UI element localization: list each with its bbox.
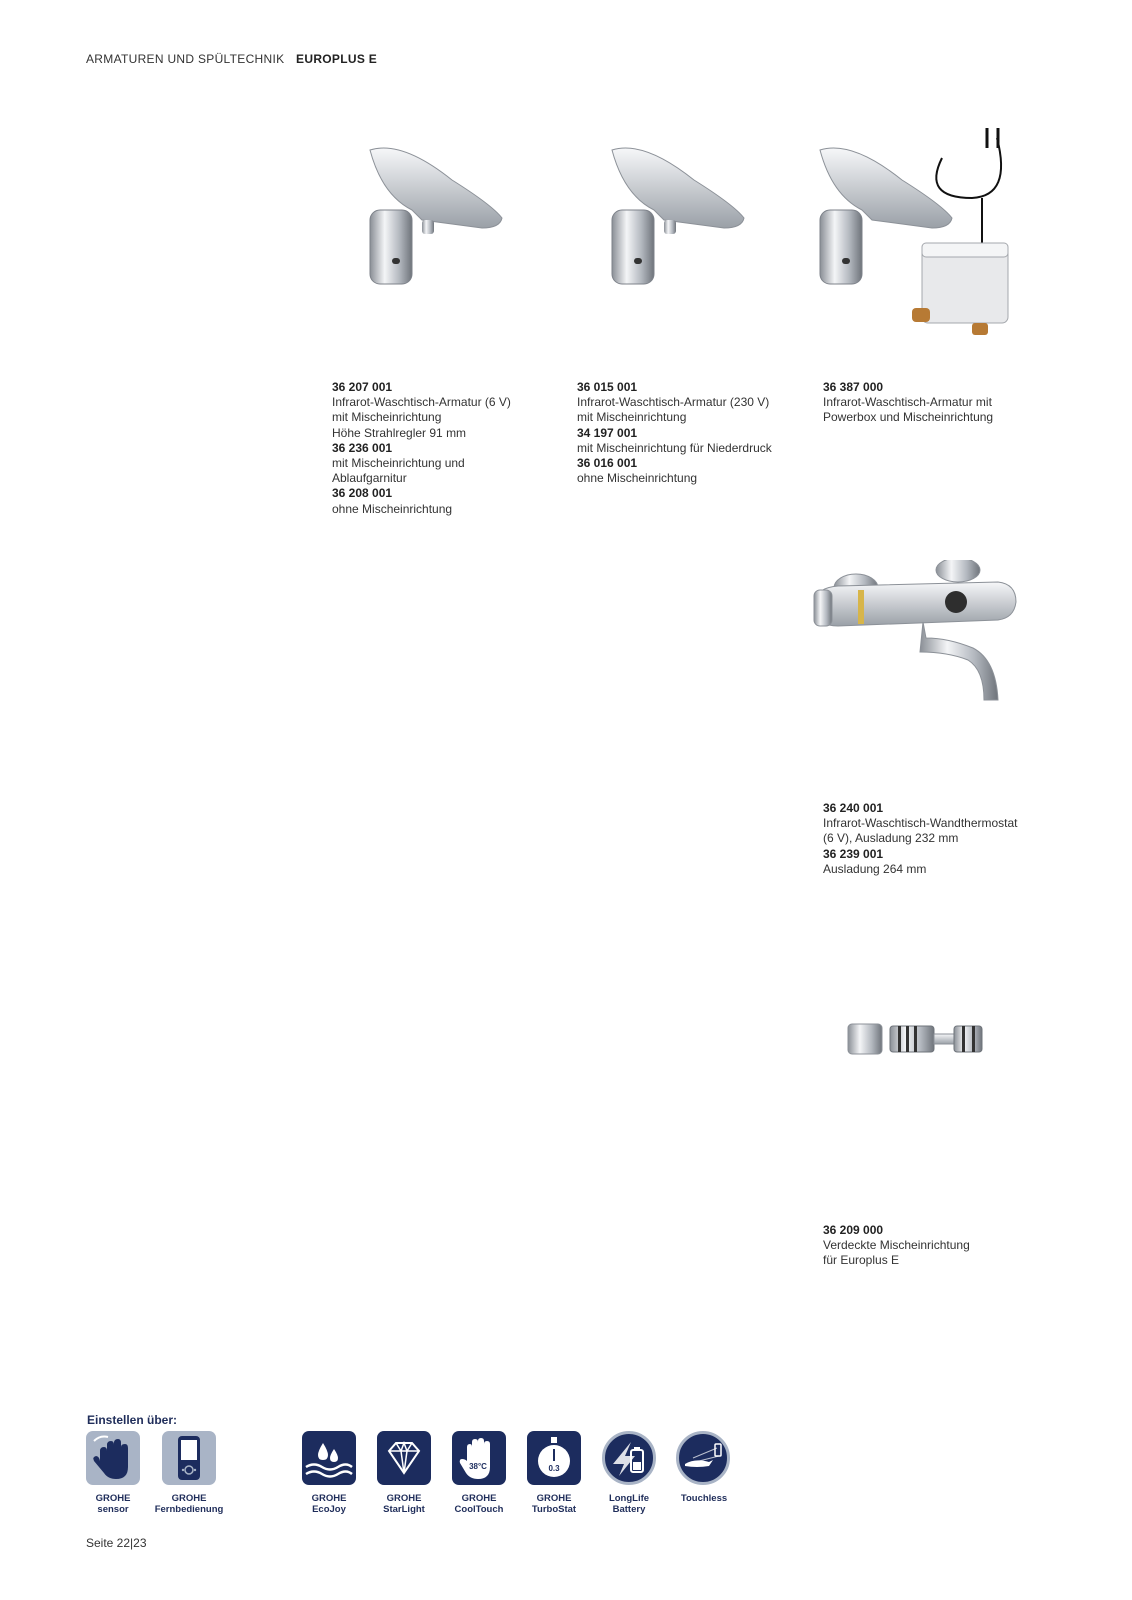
product-code: 36 239 001 [823, 846, 884, 861]
product-image-mixing-unit [846, 1020, 986, 1060]
product-image-faucet-230v [604, 140, 764, 300]
product-code: 36 240 001 [823, 801, 884, 815]
product-description: ohne Mischeinrichtung [577, 471, 698, 486]
product-image-wall-thermostat [808, 560, 1028, 710]
product-code: 36 015 001 [577, 380, 638, 394]
product-description: Infrarot-Waschtisch-Armatur mit Powerbox und Mischeinrichtung [823, 395, 994, 425]
product-block-5 [823, 1223, 1063, 1269]
settings-label-sensor: GROHE sensor [95, 1493, 131, 1515]
feature-label-starlight: GROHE StarLight [383, 1493, 425, 1515]
product-description: mit Mischeinrichtung und Ablaufgarnitur [332, 456, 465, 486]
feature-label-cooltouch: GROHE CoolTouch [454, 1493, 504, 1515]
product-image-faucet-powerbox [812, 118, 1032, 348]
stopwatch-icon [527, 1431, 581, 1485]
product-image-faucet-6v [362, 140, 522, 300]
product-code: 36 387 000 [823, 380, 884, 394]
product-code: 36 207 001 [332, 380, 393, 394]
feature-label-ecojoy: GROHE EcoJoy [311, 1493, 347, 1515]
diamond-icon [377, 1431, 431, 1485]
product-description: Infrarot-Waschtisch-Armatur (230 V) mit Mischeinrichtung [577, 395, 770, 425]
hand-temperature-icon [452, 1431, 506, 1485]
feature-label-touchless: Touchless [680, 1493, 728, 1504]
product-block-3 [823, 380, 1063, 426]
hand-sensor-icon [86, 1431, 140, 1485]
water-drops-icon [302, 1431, 356, 1485]
settings-label-remote: GROHE Fernbedienung [154, 1493, 224, 1515]
product-description: Verdeckte Mischeinrichtung für Europlus E [823, 1238, 970, 1268]
product-block-2 [577, 380, 817, 486]
settings-title: Einstellen über: [87, 1413, 178, 1427]
product-code: 34 197 001 [577, 425, 638, 440]
product-description: Infrarot-Waschtisch-Wandthermostat (6 V), Ausladung 232 mm [823, 816, 1018, 846]
product-description: Ausladung 264 mm [823, 861, 927, 876]
product-code: 36 236 001 [332, 440, 393, 455]
product-code: 36 209 000 [823, 1223, 884, 1237]
product-code: 36 016 001 [577, 456, 638, 471]
product-description: Infrarot-Waschtisch-Armatur (6 V) mit Mischeinrichtung Höhe Strahlregler 91 mm [332, 395, 511, 440]
product-block-4 [823, 801, 1073, 877]
feature-label-longlife-battery: LongLife Battery [608, 1493, 650, 1515]
product-block-1 [332, 380, 562, 517]
header-category: ARMATUREN UND SPÜLTECHNIK [86, 52, 285, 66]
product-description: mit Mischeinrichtung für Niederdruck [577, 440, 772, 455]
feature-label-turbostat: GROHE TurboStat [531, 1493, 577, 1515]
product-description: ohne Mischeinrichtung [332, 501, 453, 516]
page-number: Seite 22|23 [86, 1536, 147, 1550]
product-code: 36 208 001 [332, 486, 393, 501]
turbostat-time-text: 0.3 [548, 1464, 560, 1473]
page-header [86, 52, 377, 66]
header-series: EUROPLUS E [296, 52, 378, 66]
remote-control-icon [162, 1431, 216, 1485]
cooltouch-temperature-text: 38°C [469, 1462, 487, 1471]
battery-icon [602, 1431, 656, 1485]
touchless-hand-icon [676, 1431, 730, 1485]
